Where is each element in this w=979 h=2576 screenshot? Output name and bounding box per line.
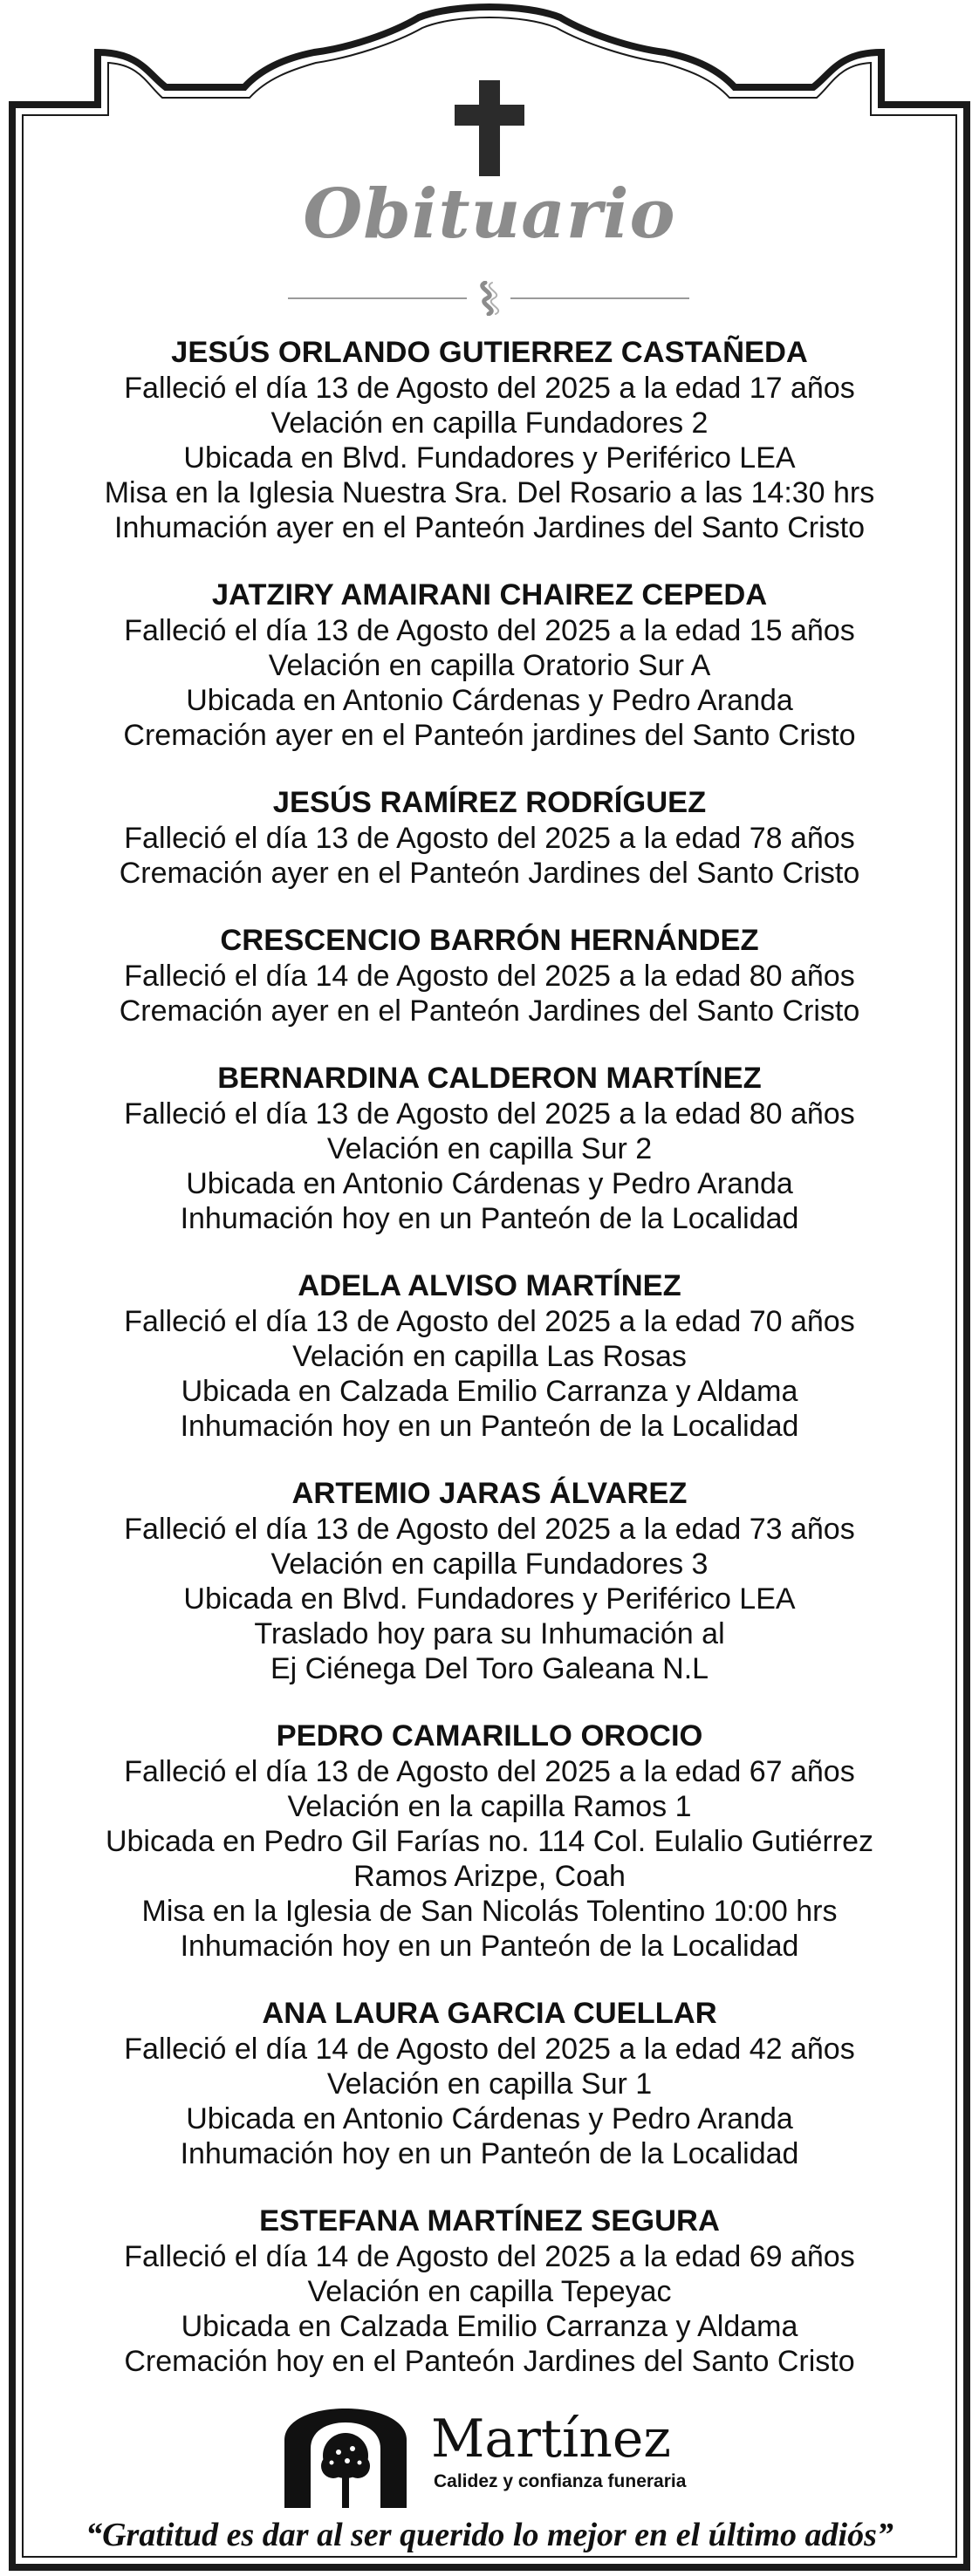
funeral-home-logo [276, 2405, 695, 2510]
obituary-detail-line: Velación en capilla Tepeyac [307, 2275, 672, 2308]
deceased-name: ANA LAURA GARCIA CUELLAR [262, 1997, 717, 2030]
obituary-detail-line: Ubicada en Blvd. Fundadores y Periférico LEA [183, 1582, 796, 1616]
cross-icon [455, 80, 524, 176]
deceased-name: JATZIRY AMAIRANI CHAIREZ CEPEDA [211, 578, 768, 612]
obituary-detail-line: Inhumación hoy en un Panteón de la Localidad [180, 1410, 799, 1443]
obituary-detail-line: Cremación hoy en el Panteón Jardines del Santo Cristo [124, 2345, 855, 2378]
obituary-detail-line: Inhumación ayer en el Panteón Jardines del Santo Cristo [114, 511, 865, 544]
obituary-detail-line: Velación en capilla Las Rosas [292, 1340, 687, 1373]
deceased-name: ARTEMIO JARAS ÁLVAREZ [291, 1477, 688, 1510]
obituary-detail-line: Velación en capilla Fundadores 2 [270, 407, 709, 440]
ornament-divider-icon [288, 281, 689, 316]
motto: “Gratitud es dar al ser querido lo mejor en el último adiós” [86, 2517, 893, 2553]
deceased-name: PEDRO CAMARILLO OROCIO [276, 1719, 703, 1753]
entry-separator [35, 1444, 944, 1476]
obituary-detail-line: Ramos Arizpe, Coah [353, 1860, 626, 1893]
obituary-detail-line: Inhumación hoy en un Panteón de la Localidad [180, 1202, 799, 1235]
obituary-detail-line: Velación en capilla Oratorio Sur A [268, 649, 711, 682]
obituary-entry [35, 923, 944, 1028]
deceased-name: JESÚS RAMÍREZ RODRÍGUEZ [272, 786, 707, 819]
entry-separator [35, 1964, 944, 1996]
page-title: Obituario [303, 174, 676, 254]
obituary-detail-line: Ubicada en Antonio Cárdenas y Pedro Aranda [186, 2102, 793, 2135]
obituary-detail-line: Falleció el día 13 de Agosto del 2025 a la edad 67 años [124, 1755, 855, 1788]
deceased-name: ADELA ALVISO MARTÍNEZ [298, 1269, 681, 1302]
obituary-detail-line: Traslado hoy para su Inhumación al [254, 1617, 725, 1650]
obituary-entry [35, 1996, 944, 2171]
obituary-detail-line: Falleció el día 13 de Agosto del 2025 a la edad 70 años [124, 1305, 855, 1338]
entry-separator [35, 1686, 944, 1718]
entry-separator [35, 753, 944, 785]
entry-separator [35, 1028, 944, 1061]
entry-separator [35, 2171, 944, 2204]
obituary-detail-line: Velación en la capilla Ramos 1 [287, 1790, 692, 1823]
obituary-detail-line: Velación en capilla Sur 1 [326, 2067, 653, 2101]
obituary-detail-line: Ubicada en Antonio Cárdenas y Pedro Aranda [186, 1167, 793, 1200]
entry-separator [35, 1236, 944, 1268]
obituary-detail-line: Inhumación hoy en un Panteón de la Localidad [180, 2137, 799, 2170]
obituary-detail-line: Falleció el día 13 de Agosto del 2025 a la edad 73 años [124, 1513, 855, 1546]
brand-name: Martínez [431, 2409, 671, 2470]
obituary-list [35, 335, 944, 2379]
deceased-name: JESÚS ORLANDO GUTIERREZ CASTAÑEDA [171, 336, 808, 369]
obituary-detail-line: Falleció el día 14 de Agosto del 2025 a la edad 69 años [124, 2240, 855, 2273]
obituary-detail-line: Ubicada en Calzada Emilio Carranza y Aldama [181, 2310, 798, 2343]
obituary-entry [35, 1718, 944, 1964]
obituary-detail-line: Falleció el día 13 de Agosto del 2025 a la edad 17 años [124, 372, 855, 405]
entry-separator [35, 545, 944, 577]
obituary-detail-line: Falleció el día 13 de Agosto del 2025 a la edad 15 años [124, 614, 855, 647]
deceased-name: CRESCENCIO BARRÓN HERNÁNDEZ [220, 924, 759, 957]
obituary-detail-line: Cremación ayer en el Panteón Jardines del Santo Cristo [119, 857, 860, 890]
obituary-detail-line: Cremación ayer en el Panteón Jardines del Santo Cristo [119, 994, 860, 1028]
obituary-detail-line: Falleció el día 14 de Agosto del 2025 a la edad 80 años [124, 960, 855, 993]
obituary-detail-line: Inhumación hoy en un Panteón de la Localidad [180, 1930, 799, 1963]
obituary-detail-line: Velación en capilla Sur 2 [326, 1132, 653, 1165]
entry-separator [35, 891, 944, 923]
obituary-detail-line: Velación en capilla Fundadores 3 [270, 1548, 709, 1581]
obituary-entry [35, 335, 944, 545]
obituary-detail-line: Misa en la Iglesia Nuestra Sra. Del Rosario a las 14:30 hrs [104, 476, 875, 509]
obituary-detail-line: Falleció el día 13 de Agosto del 2025 a la edad 78 años [124, 822, 855, 855]
obituary-detail-line: Ubicada en Antonio Cárdenas y Pedro Aranda [186, 684, 793, 717]
obituary-detail-line: Ej Ciénega Del Toro Galeana N.L [270, 1652, 709, 1685]
obituary-detail-line: Falleció el día 13 de Agosto del 2025 a la edad 80 años [124, 1097, 855, 1131]
brand-tagline: Calidez y confianza funeraria [434, 2471, 687, 2491]
obituary-detail-line: Cremación ayer en el Panteón jardines del Santo Cristo [123, 719, 856, 752]
obituary-entry [35, 1268, 944, 1444]
deceased-name: BERNARDINA CALDERON MARTÍNEZ [217, 1062, 762, 1095]
obituary-detail-line: Ubicada en Calzada Emilio Carranza y Aldama [181, 1375, 798, 1408]
deceased-name: ESTEFANA MARTÍNEZ SEGURA [259, 2204, 720, 2238]
obituary-entry [35, 2204, 944, 2379]
obituary-detail-line: Misa en la Iglesia de San Nicolás Tolentino 10:00 hrs [141, 1895, 838, 1928]
obituary-entry [35, 577, 944, 753]
tree-arch-logo-icon [276, 2405, 415, 2510]
obituary-entry [35, 785, 944, 891]
obituary-detail-line: Ubicada en Pedro Gil Farías no. 114 Col. Eulalio Gutiérrez [105, 1825, 874, 1858]
obituary-detail-line: Ubicada en Blvd. Fundadores y Periférico LEA [183, 441, 796, 475]
obituary-detail-line: Falleció el día 14 de Agosto del 2025 a la edad 42 años [124, 2033, 855, 2066]
obituary-entry [35, 1476, 944, 1686]
obituary-entry [35, 1061, 944, 1236]
